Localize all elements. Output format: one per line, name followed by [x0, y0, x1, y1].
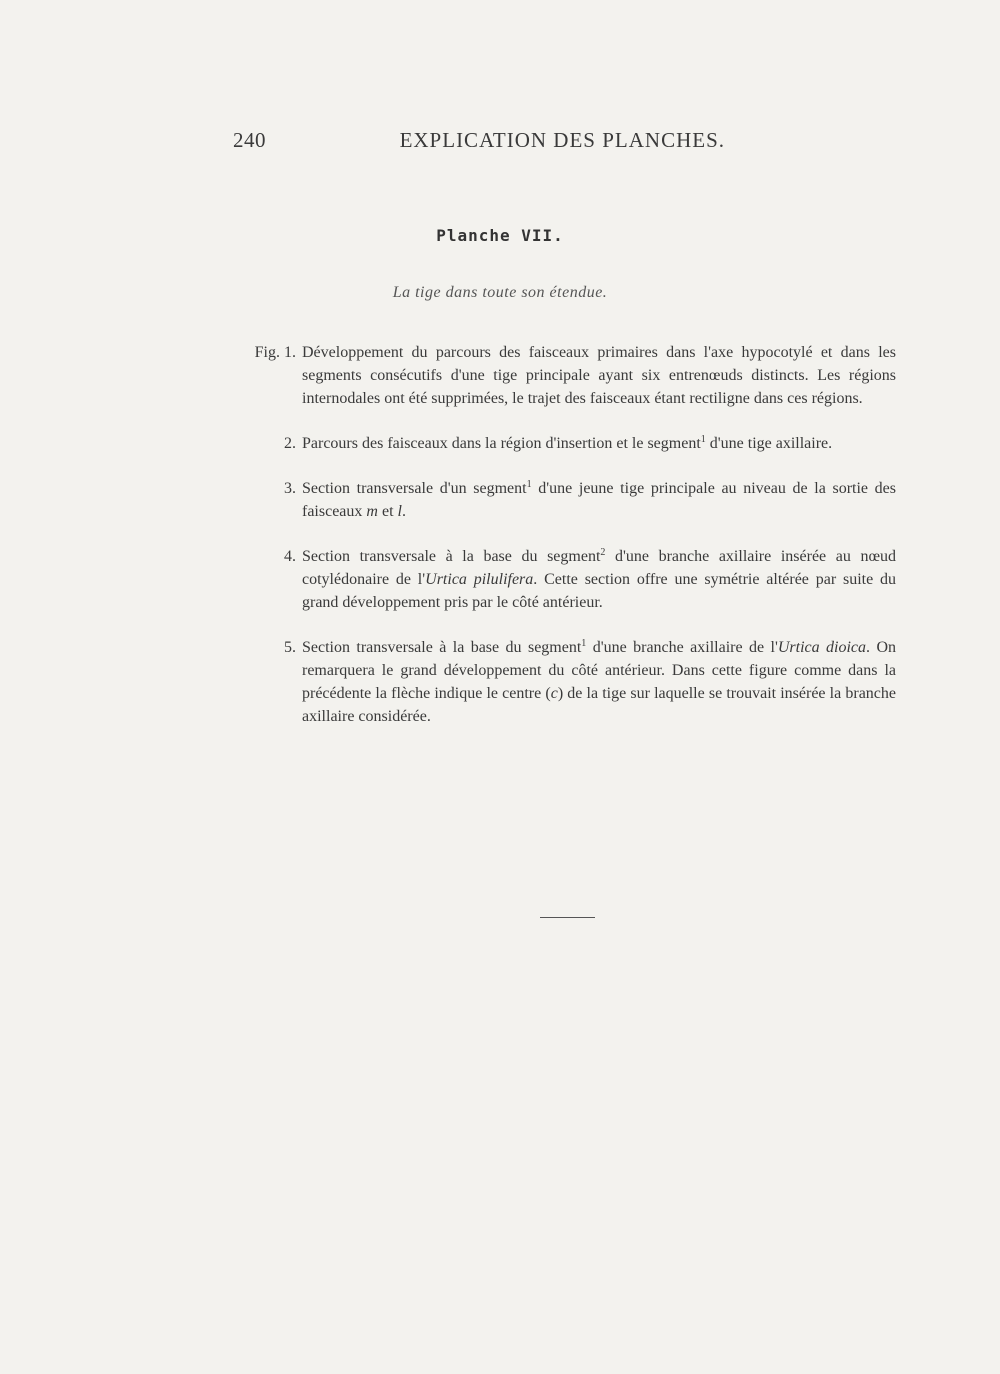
caption-label: 2. — [284, 435, 296, 452]
caption-text: Section transversale d'un segment — [302, 480, 527, 497]
caption-text: d'une branche axillaire insérée au nœud cotylédonaire de l' — [302, 548, 897, 588]
running-title: EXPLICATION DES PLANCHES. — [399, 128, 725, 152]
caption-text: Développement du parcours des faisceaux primaires dans l'axe hypocotylé et dans les segments consécutifs d'une tige principale ayant six entrenœuds distincts. Les régions internodales ont été supprimées, le trajet des faisceaux étant rectiligne dans ces régions. — [302, 344, 896, 407]
italic-letter: l — [397, 503, 402, 520]
page-number: 240 — [233, 128, 266, 152]
footnote-mark: 1 — [700, 434, 706, 445]
running-head — [233, 128, 725, 158]
caption-fig-2 — [236, 432, 896, 455]
caption-fig-4 — [236, 545, 896, 614]
caption-text: d'une jeune tige principale au niveau de la sortie des faisceaux — [302, 480, 896, 520]
caption-text: Section transversale à la base du segment — [302, 639, 582, 656]
caption-fig-3 — [236, 477, 896, 523]
caption-label: 4. — [284, 548, 296, 565]
caption-label: 3. — [284, 480, 296, 497]
italic-letter: m — [366, 503, 378, 520]
plate-subtitle: La tige dans toute son étendue. — [392, 284, 608, 301]
plate-heading: Planche VII. — [436, 226, 564, 245]
footnote-mark: 2 — [600, 547, 606, 558]
caption-fig-5 — [236, 636, 896, 728]
caption-text: et — [377, 503, 398, 520]
end-rule — [540, 917, 595, 918]
caption-text: ) de la tige sur laquelle se trouvait insérée la branche axillaire considérée. — [302, 685, 896, 725]
caption-text: d'une tige axillaire. — [705, 435, 833, 452]
footnote-mark: 1 — [526, 479, 532, 490]
footnote-mark: 1 — [581, 638, 587, 649]
caption-label: Fig. 1. — [254, 344, 296, 361]
species-name: Urtica dioica — [777, 639, 867, 656]
species-name: Urtica pilulifera — [425, 571, 534, 588]
caption-label: 5. — [284, 639, 296, 656]
caption-text: d'une branche axillaire de l' — [586, 639, 778, 656]
caption-text: Parcours des faisceaux dans la région d'insertion et le segment — [302, 435, 701, 452]
figure-captions — [236, 341, 896, 750]
caption-text: . Cette section offre une symétrie altérée par suite du grand développement pris par le côté antérieur. — [302, 571, 897, 611]
caption-text: . — [401, 503, 406, 520]
caption-fig-1 — [236, 341, 896, 410]
caption-text: . On remarquera le grand développement du côté antérieur. Dans cette figure comme dans la précédente la flèche indique le centre ( — [302, 639, 897, 702]
italic-letter: c — [550, 685, 558, 702]
caption-text: Section transversale à la base du segment — [302, 548, 601, 565]
